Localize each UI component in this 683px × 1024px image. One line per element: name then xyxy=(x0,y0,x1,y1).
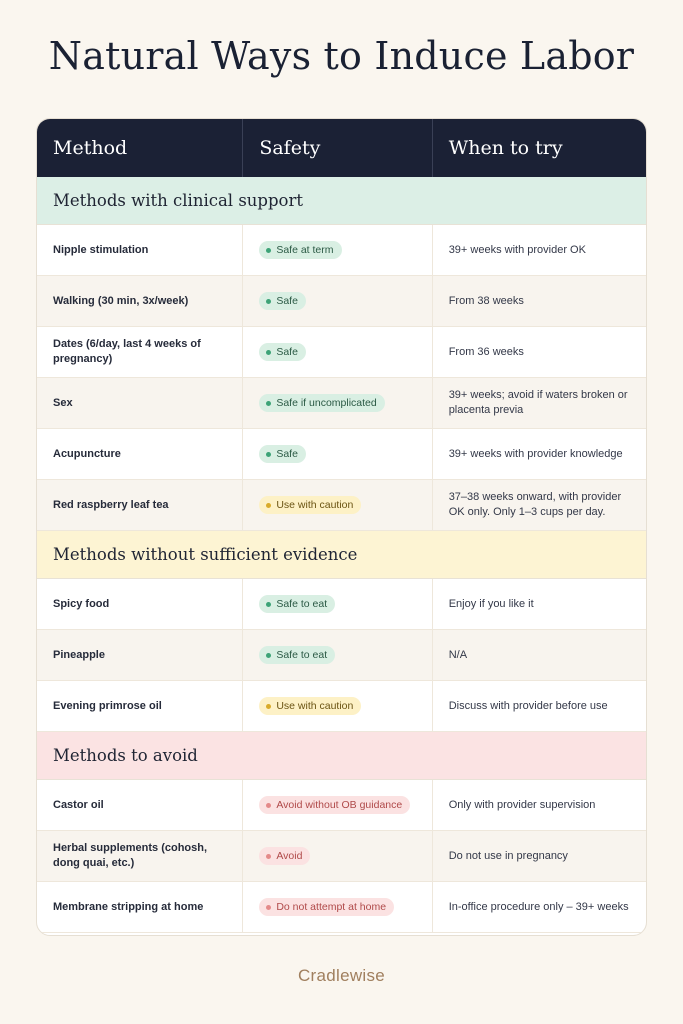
safety-cell xyxy=(242,480,431,530)
status-dot-icon xyxy=(266,602,271,607)
safety-label: Safe if uncomplicated xyxy=(276,396,377,409)
safety-label: Use with caution xyxy=(276,498,354,511)
safety-cell xyxy=(242,579,431,629)
safety-label: Safe xyxy=(276,447,298,460)
safety-label: Safe to eat xyxy=(276,597,328,610)
status-dot-icon xyxy=(266,503,271,508)
table-row xyxy=(37,429,646,480)
method-cell: Nipple stimulation xyxy=(53,243,149,256)
safety-badge xyxy=(259,697,361,715)
safety-badge xyxy=(259,796,410,814)
status-dot-icon xyxy=(266,350,271,355)
when-cell: Do not use in pregnancy xyxy=(432,831,646,881)
status-dot-icon xyxy=(266,704,271,709)
when-cell: In-office procedure only – 39+ weeks xyxy=(432,882,646,932)
safety-cell xyxy=(242,681,431,731)
column-header-safety: Safety xyxy=(242,119,431,177)
safety-badge xyxy=(259,496,361,514)
method-cell: Pineapple xyxy=(53,648,105,661)
safety-badge xyxy=(259,847,310,865)
page-title: Natural Ways to Induce Labor xyxy=(48,34,635,78)
safety-badge xyxy=(259,898,394,916)
when-cell: From 38 weeks xyxy=(432,276,646,326)
when-cell: 37–38 weeks onward, with provider OK only. Only 1–3 cups per day. xyxy=(432,480,646,530)
method-cell: Red raspberry leaf tea xyxy=(53,498,169,511)
safety-cell xyxy=(242,378,431,428)
safety-cell xyxy=(242,225,431,275)
safety-cell xyxy=(242,327,431,377)
safety-cell xyxy=(242,276,431,326)
table-row xyxy=(37,327,646,378)
table-row xyxy=(37,378,646,429)
safety-badge xyxy=(259,241,341,259)
when-cell: From 36 weeks xyxy=(432,327,646,377)
safety-badge xyxy=(259,343,306,361)
brand-logo-text: Cradlewise xyxy=(297,966,386,985)
safety-badge xyxy=(259,595,335,613)
method-cell: Membrane stripping at home xyxy=(53,900,204,913)
status-dot-icon xyxy=(266,905,271,910)
when-cell: 39+ weeks with provider knowledge xyxy=(432,429,646,479)
safety-label: Safe at term xyxy=(276,243,334,256)
table-row xyxy=(37,681,646,732)
status-dot-icon xyxy=(266,452,271,457)
when-cell: 39+ weeks; avoid if waters broken or placenta previa xyxy=(432,378,646,428)
safety-label: Avoid without OB guidance xyxy=(276,798,403,811)
safety-label: Safe xyxy=(276,294,298,307)
safety-label: Do not attempt at home xyxy=(276,900,387,913)
table-row xyxy=(37,276,646,327)
status-dot-icon xyxy=(266,248,271,253)
when-cell: Only with provider supervision xyxy=(432,780,646,830)
safety-badge xyxy=(259,292,306,310)
section-heading: Methods to avoid xyxy=(37,732,646,780)
method-cell: Walking (30 min, 3x/week) xyxy=(53,294,189,307)
method-cell: Castor oil xyxy=(53,798,104,811)
safety-label: Avoid xyxy=(276,849,303,862)
induce-labor-table xyxy=(36,118,647,936)
table-row xyxy=(37,579,646,630)
method-cell: Spicy food xyxy=(53,597,110,610)
section-heading: Methods with clinical support xyxy=(37,177,646,225)
table-body xyxy=(37,177,646,933)
table-header xyxy=(37,119,646,177)
table-row xyxy=(37,780,646,831)
when-cell: N/A xyxy=(432,630,646,680)
status-dot-icon xyxy=(266,299,271,304)
method-cell: Sex xyxy=(53,396,73,409)
status-dot-icon xyxy=(266,854,271,859)
safety-badge xyxy=(259,445,306,463)
when-cell: 39+ weeks with provider OK xyxy=(432,225,646,275)
safety-label: Use with caution xyxy=(276,699,354,712)
table-row xyxy=(37,831,646,882)
method-cell: Evening primrose oil xyxy=(53,699,162,712)
column-header-when: When to try xyxy=(432,119,646,177)
status-dot-icon xyxy=(266,401,271,406)
safety-badge xyxy=(259,394,384,412)
column-header-method: Method xyxy=(53,137,128,159)
safety-cell xyxy=(242,630,431,680)
table-row xyxy=(37,882,646,933)
safety-label: Safe xyxy=(276,345,298,358)
status-dot-icon xyxy=(266,653,271,658)
table-row xyxy=(37,630,646,681)
section-heading: Methods without sufficient evidence xyxy=(37,531,646,579)
safety-cell xyxy=(242,780,431,830)
safety-cell xyxy=(242,882,431,932)
status-dot-icon xyxy=(266,803,271,808)
when-cell: Enjoy if you like it xyxy=(432,579,646,629)
method-cell: Dates (6/day, last 4 weeks of pregnancy) xyxy=(53,338,201,365)
safety-label: Safe to eat xyxy=(276,648,328,661)
when-cell: Discuss with provider before use xyxy=(432,681,646,731)
safety-cell xyxy=(242,429,431,479)
method-cell: Herbal supplements (cohosh, dong quai, etc.) xyxy=(53,842,208,869)
safety-badge xyxy=(259,646,335,664)
table-row xyxy=(37,480,646,531)
safety-cell xyxy=(242,831,431,881)
method-cell: Acupuncture xyxy=(53,447,121,460)
table-row xyxy=(37,225,646,276)
